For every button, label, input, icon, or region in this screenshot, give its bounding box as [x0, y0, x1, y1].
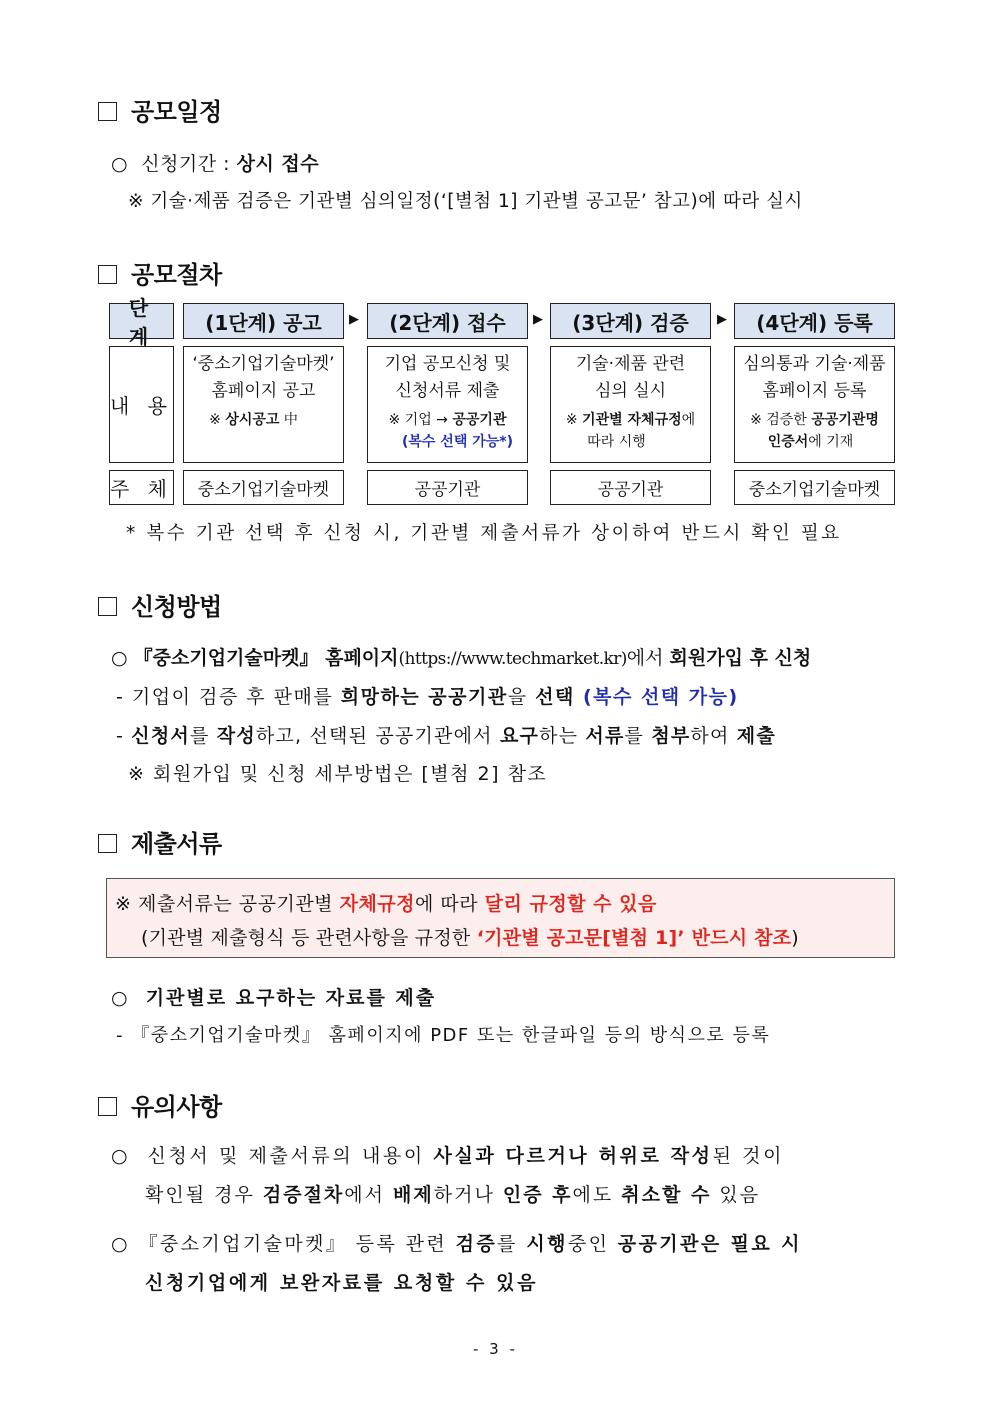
- text-bold: 기관별로 요구하는 자료를 제출: [145, 987, 437, 1009]
- content-note: [389, 409, 507, 431]
- section-title-schedule: [98, 92, 222, 127]
- text-bold: 요구: [499, 725, 540, 747]
- content-line: 기업 공모신청 및: [384, 354, 511, 374]
- text: 하는: [539, 725, 586, 747]
- text: - 기업이 검증 후 판매를: [116, 686, 341, 708]
- content-line: 홈페이지 등록: [762, 381, 867, 401]
- bullet-circle: ○: [111, 647, 128, 669]
- checkbox-square-icon: [98, 597, 117, 616]
- stage-header-3: (3단계) 검증: [550, 303, 711, 339]
- content-note: [566, 409, 695, 431]
- text: -: [116, 725, 132, 747]
- bullet-circle: ○: [111, 987, 130, 1009]
- content-line: ‘중소기업기술마켓’: [192, 354, 335, 374]
- text-bold: 희망하는 공공기관: [340, 686, 508, 708]
- section-title-method: [98, 587, 222, 622]
- stage-content-2: [367, 346, 528, 463]
- checkbox-square-icon: [98, 265, 117, 284]
- arrow-right-icon: ▶: [349, 312, 359, 327]
- row-label-content: 내 용: [109, 346, 174, 463]
- note-prefix: ※: [565, 412, 583, 428]
- highlight-red: 달리 규정할 수 있음: [484, 893, 657, 915]
- text-bold: 인증 후: [502, 1184, 573, 1206]
- section-title-cautions: [98, 1087, 222, 1122]
- bullet-circle: ○: [111, 1233, 130, 1255]
- period-value: 상시 접수: [236, 153, 320, 175]
- text-bold: 공공기관은 필요 시: [617, 1233, 802, 1255]
- method-line-1: [111, 643, 811, 670]
- checkbox-square-icon: [98, 102, 117, 121]
- text: 있음: [711, 1184, 761, 1206]
- section-title-text: 유의사항: [131, 1093, 222, 1121]
- note-prefix: ※: [209, 412, 226, 428]
- content-line: 홈페이지 공고: [211, 381, 316, 401]
- section-title-text: 공모절차: [131, 261, 222, 289]
- note-bold: 공공기관명: [811, 412, 879, 428]
- text: 하고, 선택된 공공기관에서: [255, 725, 500, 747]
- schedule-period-line: [111, 149, 319, 176]
- text: 중인: [567, 1233, 618, 1255]
- note-rest: 에: [681, 412, 696, 428]
- techmarket-url: (https://www.techmarket.kr): [398, 649, 627, 669]
- text: 을: [507, 686, 536, 708]
- text: ): [791, 927, 799, 949]
- bullet-circle: ○: [111, 153, 129, 175]
- stage-content-3: [550, 346, 711, 463]
- period-label: 신청기간 :: [141, 153, 237, 175]
- highlight-red: ‘기관별 공고문[별첨 1]’ 반드시 참조: [476, 927, 792, 949]
- text: 된 것이: [712, 1145, 785, 1167]
- text-bold: 작성: [216, 725, 256, 747]
- notice-line-2: [141, 923, 799, 950]
- text-bold: 사실과 다르거나 허위로 작성: [433, 1145, 713, 1167]
- text-bold: 신청서: [131, 725, 190, 747]
- text-bold: 배제: [393, 1184, 434, 1206]
- arrow-right-icon: ▶: [717, 312, 727, 327]
- method-line-4: ※ 회원가입 및 신청 세부방법은 [별첨 2] 참조: [128, 763, 548, 785]
- row-label-stage: 단 계: [109, 303, 174, 339]
- text-bold: 제출: [736, 725, 776, 747]
- text: 하여: [690, 725, 737, 747]
- signup-then-apply: 회원가입 후 신청: [669, 647, 812, 669]
- text-bold: 검증절차: [262, 1184, 345, 1206]
- procedure-footnote: * 복수 기관 선택 후 신청 시, 기관별 제출서류가 상이하여 반드시 확인 필요: [126, 523, 842, 544]
- caution-1-line-1: [111, 1141, 784, 1168]
- section-title-text: 신청방법: [131, 593, 222, 621]
- note-bold: 상시공고: [225, 412, 280, 428]
- content-note-multi-select: (복수 선택 가능*): [401, 434, 513, 450]
- bullet-circle: ○: [111, 1145, 131, 1167]
- text: 에도: [572, 1184, 622, 1206]
- highlight-red: 자체규정: [339, 893, 416, 915]
- text: 『중소기업기술마켓』 등록 관련: [138, 1233, 456, 1255]
- content-line: 심의 실시: [594, 381, 667, 401]
- note-bold: 기관별 자체규정: [582, 412, 682, 428]
- text: (기관별 제출형식 등 관련사항을 규정한: [141, 927, 477, 949]
- text-bold: 시행: [526, 1233, 568, 1255]
- schedule-note: ※ 기술·제품 검증은 기관별 심의일정(‘[별첨 1] 기관별 공고문’ 참고)에 따라 실시: [128, 191, 803, 212]
- text: 신청서 및 제출서류의 내용이: [147, 1145, 434, 1167]
- text: 에 따라: [415, 893, 485, 915]
- text-bold: 첨부: [651, 725, 691, 747]
- content-line: 심의통과 기술·제품: [743, 354, 886, 374]
- notice-line-1: [115, 889, 657, 916]
- stage-owner-3: 공공기관: [550, 470, 711, 505]
- text: 를: [189, 725, 217, 747]
- content-line: 기술·제품 관련: [575, 354, 686, 374]
- note-bold: 공공기관: [452, 412, 507, 428]
- stage-owner-1: 중소기업기술마켓: [183, 470, 344, 505]
- section-title-text: 제출서류: [131, 830, 222, 858]
- text: 확인될 경우: [145, 1184, 263, 1206]
- stage-header-4: (4단계) 등록: [734, 303, 895, 339]
- caution-2-line-1: [111, 1229, 802, 1256]
- caution-1-line-2: [145, 1180, 760, 1207]
- text: ※ 제출서류는 공공기관별: [115, 893, 340, 915]
- text: 에서: [344, 1184, 394, 1206]
- text-bold: 신청기업에게 보완자료를 요청할 수 있음: [145, 1272, 539, 1294]
- text: 를: [497, 1233, 527, 1255]
- section-title-documents: [98, 824, 222, 859]
- content-note: [209, 409, 298, 431]
- documents-notice-box: [106, 878, 895, 958]
- page-number: - 3 -: [473, 1340, 518, 1358]
- stage-content-1: [183, 346, 344, 463]
- content-note-line2: 인증서에 기재: [767, 434, 854, 450]
- note-prefix: ※ 기업 →: [388, 412, 453, 428]
- text: 를: [624, 725, 652, 747]
- text: 하거나: [433, 1184, 503, 1206]
- documents-sub: - 『중소기업기술마켓』 홈페이지에 PDF 또는 한글파일 등의 방식으로 등록: [116, 1025, 771, 1046]
- content-note: [750, 409, 879, 431]
- text-bold: 선택: [535, 686, 575, 708]
- method-line-2: [116, 682, 739, 709]
- arrow-right-icon: ▶: [533, 312, 543, 327]
- stage-header-2: (2단계) 접수: [367, 303, 528, 339]
- method-line-3: [116, 721, 776, 748]
- stage-content-4: [734, 346, 895, 463]
- caution-2-line-2: [145, 1268, 538, 1295]
- content-note-line2: 따라 시행: [587, 434, 646, 450]
- text-bold: 취소할 수: [621, 1184, 712, 1206]
- note-rest: 中: [279, 412, 298, 428]
- stage-header-1: (1단계) 공고: [183, 303, 344, 339]
- text-bold: 서류: [585, 725, 625, 747]
- text: 에서: [626, 647, 670, 669]
- section-title-procedure: [98, 255, 222, 290]
- stage-owner-4: 중소기업기술마켓: [734, 470, 895, 505]
- stage-owner-2: 공공기관: [367, 470, 528, 505]
- checkbox-square-icon: [98, 1097, 117, 1116]
- section-title-text: 공모일정: [131, 98, 222, 126]
- text-bold: 검증: [455, 1233, 498, 1255]
- techmarket-homepage: 『중소기업기술마켓』 홈페이지: [133, 647, 399, 669]
- checkbox-square-icon: [98, 834, 117, 853]
- note-prefix: ※ 검증한: [750, 412, 812, 428]
- multi-select-note: (복수 선택 가능): [574, 686, 739, 708]
- content-line: 신청서류 제출: [395, 381, 500, 401]
- documents-bullet: [111, 983, 436, 1010]
- row-label-owner: 주 체: [109, 470, 174, 505]
